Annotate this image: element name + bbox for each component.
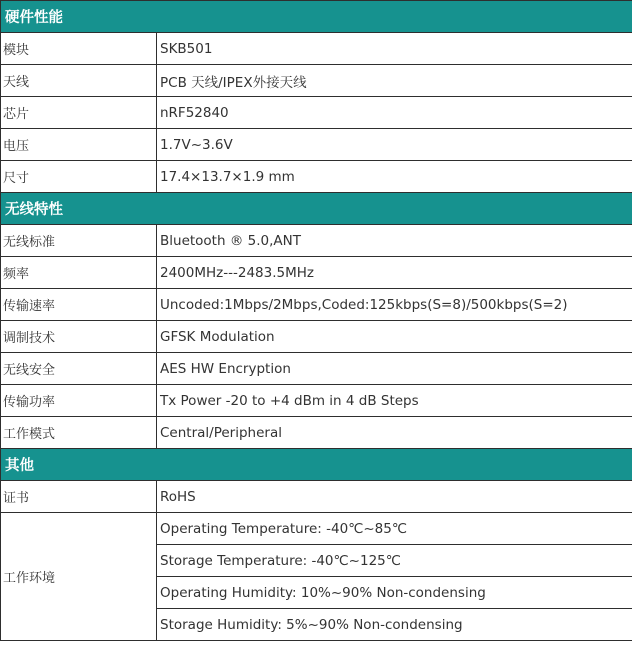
row-label: 无线标准 bbox=[1, 225, 157, 257]
row-label: 芯片 bbox=[1, 97, 157, 129]
table-row bbox=[1, 97, 632, 129]
table-row bbox=[1, 353, 632, 385]
row-label: 尺寸 bbox=[1, 161, 157, 193]
row-value: GFSK Modulation bbox=[157, 321, 632, 353]
row-value: Operating Humidity: 10%~90% Non-condensing bbox=[157, 577, 632, 609]
table-row bbox=[1, 257, 632, 289]
row-label: 证书 bbox=[1, 481, 157, 513]
row-label: 传输功率 bbox=[1, 385, 157, 417]
section-header-other bbox=[1, 449, 632, 481]
table-row bbox=[1, 33, 632, 65]
row-label: 频率 bbox=[1, 257, 157, 289]
row-value: 1.7V~3.6V bbox=[157, 129, 632, 161]
row-value: SKB501 bbox=[157, 33, 632, 65]
table-row bbox=[1, 417, 632, 449]
row-label: 工作模式 bbox=[1, 417, 157, 449]
row-label: 无线安全 bbox=[1, 353, 157, 385]
table-row bbox=[1, 129, 632, 161]
section-title: 其他 bbox=[1, 449, 632, 481]
row-label: 传输速率 bbox=[1, 289, 157, 321]
row-label: 电压 bbox=[1, 129, 157, 161]
table-row bbox=[1, 161, 632, 193]
row-label: 调制技术 bbox=[1, 321, 157, 353]
row-value: Storage Humidity: 5%~90% Non-condensing bbox=[157, 609, 632, 641]
row-value: Uncoded:1Mbps/2Mbps,Coded:125kbps(S=8)/500kbps(S=2) bbox=[157, 289, 632, 321]
table-row bbox=[1, 481, 632, 513]
row-value: 2400MHz---2483.5MHz bbox=[157, 257, 632, 289]
row-label: 天线 bbox=[1, 65, 157, 97]
row-label: 模块 bbox=[1, 33, 157, 65]
row-value: AES HW Encryption bbox=[157, 353, 632, 385]
row-value: RoHS bbox=[157, 481, 632, 513]
row-label: 工作环境 bbox=[1, 513, 157, 641]
table-row bbox=[1, 65, 632, 97]
row-value: Central/Peripheral bbox=[157, 417, 632, 449]
row-value: Tx Power -20 to +4 dBm in 4 dB Steps bbox=[157, 385, 632, 417]
table-row bbox=[1, 513, 632, 545]
table-row bbox=[1, 321, 632, 353]
row-value: Storage Temperature: -40℃~125℃ bbox=[157, 545, 632, 577]
row-value: Operating Temperature: -40℃~85℃ bbox=[157, 513, 632, 545]
table-row bbox=[1, 225, 632, 257]
section-header-wireless bbox=[1, 193, 632, 225]
row-value: Bluetooth ® 5.0,ANT bbox=[157, 225, 632, 257]
section-title: 无线特性 bbox=[1, 193, 632, 225]
row-value: 17.4×13.7×1.9 mm bbox=[157, 161, 632, 193]
table-row bbox=[1, 385, 632, 417]
row-value: PCB 天线/IPEX外接天线 bbox=[157, 65, 632, 97]
section-title: 硬件性能 bbox=[1, 1, 632, 33]
row-value: nRF52840 bbox=[157, 97, 632, 129]
table-row bbox=[1, 289, 632, 321]
section-header-hardware bbox=[1, 1, 632, 33]
